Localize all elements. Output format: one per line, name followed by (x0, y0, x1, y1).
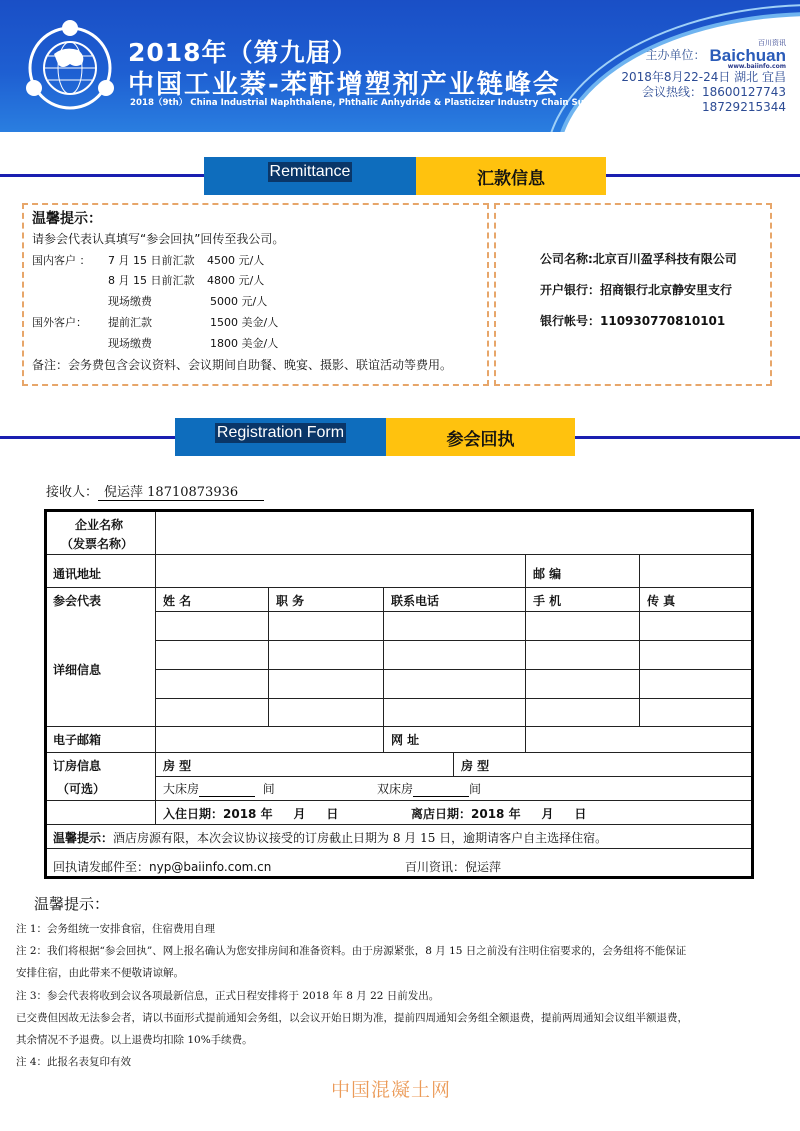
col-name: 姓 名 (163, 594, 192, 608)
notes-title: 温馨提示： (34, 895, 110, 913)
watermark: 中国混凝土网 (331, 1079, 452, 1101)
event-date-location: 2018年8月22-24日 湖北 宜昌 (621, 70, 786, 84)
checkin-date[interactable]: 入住日期：2018 年 月 日 (163, 807, 339, 821)
remittance-title-en: Remittance (269, 163, 351, 180)
fee-desc-2: 8 月 15 日前汇款 (108, 274, 195, 287)
col-phone: 联系电话 (391, 594, 440, 608)
postcode-input[interactable] (641, 556, 749, 586)
delegate-1-name-input[interactable] (157, 613, 267, 639)
fee-amount-2: 4800 元/人 (207, 274, 265, 287)
twin-room-unit: 间 (469, 782, 482, 796)
detail-label: 详细信息 (53, 663, 102, 677)
fee-amount-3: 5000 元/人 (210, 295, 268, 308)
room-type-label-2: 房 型 (461, 759, 490, 773)
header-banner (0, 0, 800, 132)
receiver-value: 倪运萍 18710873936 (98, 481, 264, 501)
contact-person: 百川资讯：倪运萍 (405, 860, 502, 874)
company-name-input[interactable] (157, 514, 749, 552)
hotline-label: 会议热线： (642, 85, 703, 99)
hotline-1 (621, 85, 786, 100)
hotline-number-2: 18729215344 (702, 100, 786, 114)
postcode-label: 邮 编 (533, 567, 562, 581)
king-room-unit: 间 (262, 782, 275, 796)
foreign-label: 国外客户： (32, 316, 87, 329)
website-input[interactable] (527, 728, 749, 751)
conference-globe-logo-icon (20, 18, 120, 118)
note-2: 注 2：我们将根据“参会回执”、网上报名确认为您安排房间和准备资料。由于房源紧张，8 月 15 日之前没有注明住宿要求的，会务组将不能保证 (16, 945, 687, 957)
fee-desc-3: 现场缴费 (108, 295, 152, 308)
delegate-2-name-input[interactable] (157, 642, 267, 668)
twin-room-label: 双床房 (377, 782, 414, 796)
fee-tips-title: 温馨提示： (32, 211, 102, 227)
brand-name: Baichuan (709, 46, 786, 65)
note-4: 注 4：此报名表复印有效 (16, 1056, 132, 1068)
room-type-label-1: 房 型 (163, 759, 192, 773)
company-name: 公司名称:北京百川盈孚科技有限公司 (540, 252, 737, 266)
address-input[interactable] (157, 556, 523, 586)
invoice-name-label: （发票名称） (61, 537, 134, 551)
fee-amount-1: 4500 元/人 (207, 254, 265, 267)
king-room-field (163, 780, 275, 797)
col-position: 职 务 (276, 594, 305, 608)
col-mobile: 手 机 (533, 594, 562, 608)
hotline-number-1: 18600127743 (702, 85, 786, 99)
receiver-line (46, 481, 264, 501)
baichuan-logo (709, 40, 786, 70)
brand-url: www.baiinfo.com (727, 63, 786, 70)
twin-room-count-input[interactable] (413, 785, 469, 797)
remittance-title-cn: 汇款信息 (416, 157, 606, 195)
bank-name: 开户银行：招商银行北京静安里支行 (540, 283, 733, 297)
organizer-info (621, 40, 786, 115)
hotel-tip-label: 温馨提示： (53, 831, 114, 845)
fee-desc-1: 7 月 15 日前汇款 (108, 254, 195, 267)
col-fax: 传 真 (647, 594, 676, 608)
fee-desc-5: 现场缴费 (108, 337, 152, 350)
delegate-3-name-input[interactable] (157, 671, 267, 697)
king-room-count-input[interactable] (199, 785, 255, 797)
receiver-label: 接收人： (46, 485, 99, 500)
brand-cn: 百川资讯 (758, 39, 786, 47)
banner-title-line1: 2018年（第九届） (128, 38, 358, 67)
fee-amount-4: 1500 美金/人 (210, 316, 279, 329)
organizer-label: 主办单位： (645, 47, 706, 62)
hotel-tip (53, 829, 607, 846)
registration-title-en-block (175, 418, 386, 456)
registration-title-cn: 参会回执 (386, 418, 575, 456)
fee-amount-5: 1800 美金/人 (210, 337, 279, 350)
registration-form-table (44, 509, 754, 879)
refund-policy: 已交费但因故无法参会者，请以书面形式提前通知会务组，以会议开始日期为准，提前四周通知会务组全额退费，提前两周通知会议组半额退费， (16, 1012, 688, 1024)
email-label: 电子邮箱 (53, 733, 102, 747)
email-input[interactable] (157, 728, 382, 751)
fee-tips-intro: 请参会代表认真填写“参会回执”回传至我公司。 (32, 232, 285, 246)
optional-label: （可选） (57, 782, 106, 796)
hotel-tip-text: 酒店房源有限，本次会议协议接受的订房截止日期为 8 月 15 日，逾期请客户自主选择住宿。 (113, 831, 608, 845)
note-1: 注 1：会务组统一安排食宿，住宿费用自理 (16, 923, 216, 935)
send-to: 回执请发邮件至：nyp@baiinfo.com.cn (53, 860, 272, 874)
domestic-label: 国内客户 ： (32, 254, 91, 267)
twin-room-field (377, 780, 481, 797)
banner-title-line2: 中国工业萘-苯酐增塑剂产业链峰会 (128, 70, 561, 100)
note-2-cont: 安排住宿，由此带来不便敬请谅解。 (16, 967, 184, 979)
note-3: 注 3：参会代表将收到会议各项最新信息，正式日程安排将于 2018 年 8 月 22 日前发出。 (16, 990, 440, 1002)
registration-title-en: Registration Form (216, 424, 345, 441)
address-label: 通讯地址 (53, 567, 102, 581)
refund-policy-cont: 其余情况不予退费。以上退费均扣除 10%手续费。 (16, 1034, 253, 1046)
fee-remark: 备注：会务费包含会议资料、会议期间自助餐、晚宴、摄影、联谊活动等费用。 (32, 358, 453, 372)
king-room-label: 大床房 (163, 782, 200, 796)
booking-label: 订房信息 (53, 759, 102, 773)
website-label: 网 址 (391, 733, 420, 747)
remittance-title-en-block (204, 157, 416, 195)
fee-desc-4: 提前汇款 (108, 316, 152, 329)
banner-title-en: 2018（9th） China Industrial Naphthalene, Phthalic Anhydride & Plasticizer Industry Chain Summit (130, 98, 609, 108)
company-label: 企业名称 (75, 518, 124, 532)
delegate-label: 参会代表 (53, 594, 102, 608)
delegate-4-name-input[interactable] (157, 700, 267, 725)
checkout-date: 离店日期：2018 年 月 日 (411, 807, 587, 821)
bank-account: 银行帐号：110930770810101 (540, 314, 726, 328)
